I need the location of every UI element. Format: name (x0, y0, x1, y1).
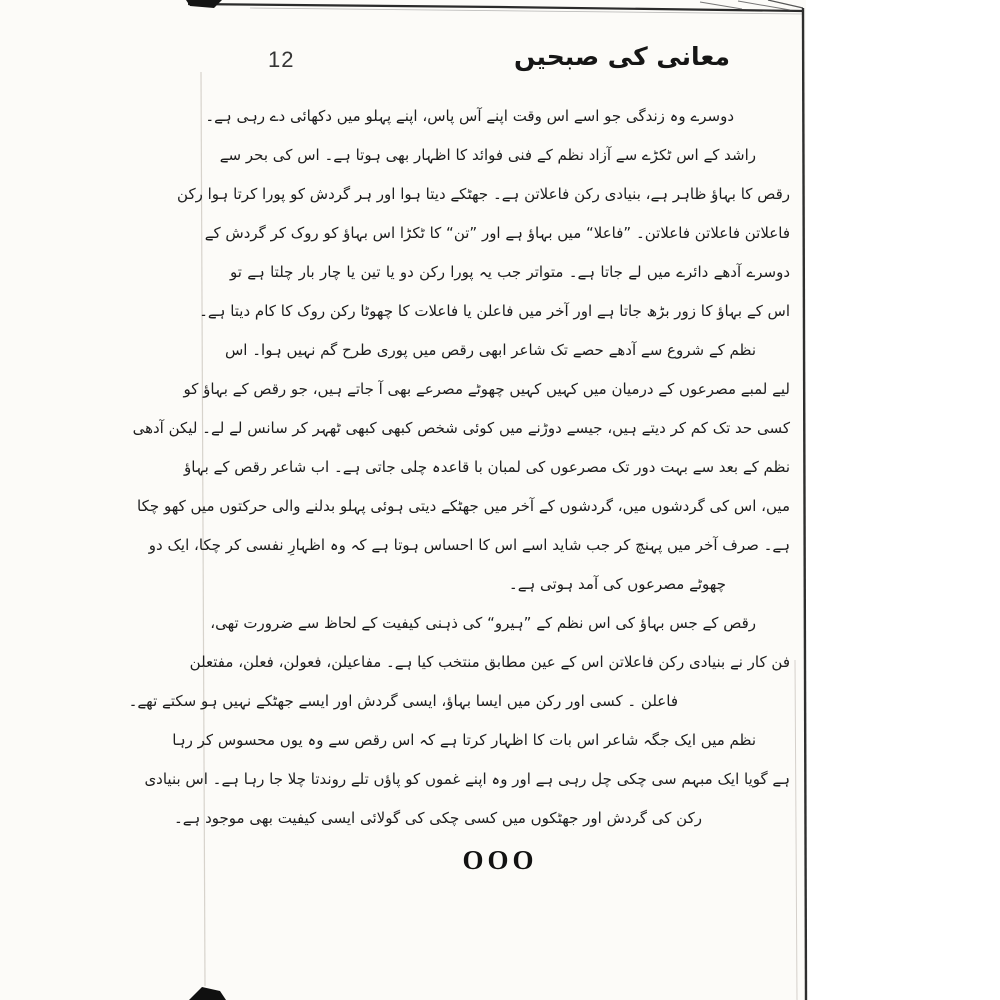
page-number: 12 (268, 47, 295, 72)
text-line: دوسرے آدھے دائرے میں لے جاتا ہے۔ متواتر جب یہ پورا رکن دو یا تین یا چار بار چلتا ہے تو (230, 263, 790, 281)
text-line: میں، اس کی گردشوں میں، گردشوں کے آخر میں جھٹکے دیتی ہوئی پہلو بدلنے والی حرکتوں میں کھو چکا (137, 497, 790, 515)
text-line: رکن کی گردش اور جھٹکوں میں کسی چکی کی گولائی ایسی کیفیت بھی موجود ہے۔ (173, 809, 702, 827)
text-line: نظم کے بعد سے بہت دور تک مصرعوں کی لمبان با قاعدہ چلی جاتی ہے۔ اب شاعر رقص کے بہاؤ (184, 458, 790, 476)
text-line: اس کے بہاؤ کا زور بڑھ جاتا ہے اور آخر میں فاعلن یا فاعلات کا چھوٹا رکن روک کا کام دیتا ہے۔ (199, 302, 790, 320)
text-line: دوسرے وہ زندگی جو اسے اس وقت اپنے آس پاس، اپنے پہلو میں دکھائی دے رہی ہے۔ (205, 107, 734, 125)
text-line: کسی حد تک کم کر دیتے ہیں، جیسے دوڑنے میں کوئی شخص کبھی کبھی ٹھہر کر سانس لے لے۔ لیکن آدھی (132, 419, 790, 437)
text-line: فاعلاتن فاعلاتن فاعلاتن۔ ”فاعلا“ میں بہاؤ ہے اور ”تن“ کا ٹکڑا اس بہاؤ کو روک کر گردش کے (204, 224, 790, 242)
text-line: رقص کے جس بہاؤ کی اس نظم کے ”ہیرو“ کی ذہنی کیفیت کے لحاظ سے ضرورت تھی، (210, 614, 756, 632)
text-line: رقص کا بہاؤ ظاہر ہے، بنیادی رکن فاعلاتن ہے۔ جھٹکے دیتا ہوا اور ہر گردش کو پورا کرتا ہوا رکن (177, 185, 790, 203)
text-line: راشد کے اس ٹکڑے سے آزاد نظم کے فنی فوائد کا اظہار بھی ہوتا ہے۔ اس کی بحر سے (219, 146, 756, 164)
text-line: لیے لمبے مصرعوں کے درمیان میں کہیں کہیں چھوٹے مصرعے بھی آ جاتے ہیں، جو رقص کے بہاؤ کو (183, 380, 790, 398)
section-end-mark: OOO (462, 845, 538, 875)
text-line: نظم میں ایک جگہ شاعر اس بات کا اظہار کرتا ہے کہ اس رقص سے وہ یوں محسوس کر رہا (172, 731, 756, 749)
book-title: معانی کی صبحیں (514, 42, 730, 71)
text-line: نظم کے شروع سے آدھے حصے تک شاعر ابھی رقص میں پوری طرح گم نہیں ہوا۔ اس (225, 341, 756, 359)
text-line: ہے۔ صرف آخر میں پہنچ کر جب شاید اسے اس کا احساس ہوتا ہے کہ وہ اظہارِ نفسی کر چکا، ایک دو (148, 536, 790, 554)
text-line: چھوٹے مصرعوں کی آمد ہوتی ہے۔ (508, 575, 726, 593)
text-line: فاعلن ۔ کسی اور رکن میں ایسا بہاؤ، ایسی گردش اور ایسے جھٹکے نہیں ہو سکتے تھے۔ (128, 692, 678, 710)
body-text (128, 97, 790, 838)
text-line: فن کار نے بنیادی رکن فاعلاتن اس کے عین مطابق منتخب کیا ہے۔ مفاعیلن، فعولن، فعلن، مفتعلن (189, 653, 790, 671)
text-line: ہے گویا ایک مبہم سی چکی چل رہی ہے اور وہ اپنے غموں کو پاؤں تلے روندتا چلا جا رہا ہے۔ اس بنیادی (144, 770, 790, 788)
